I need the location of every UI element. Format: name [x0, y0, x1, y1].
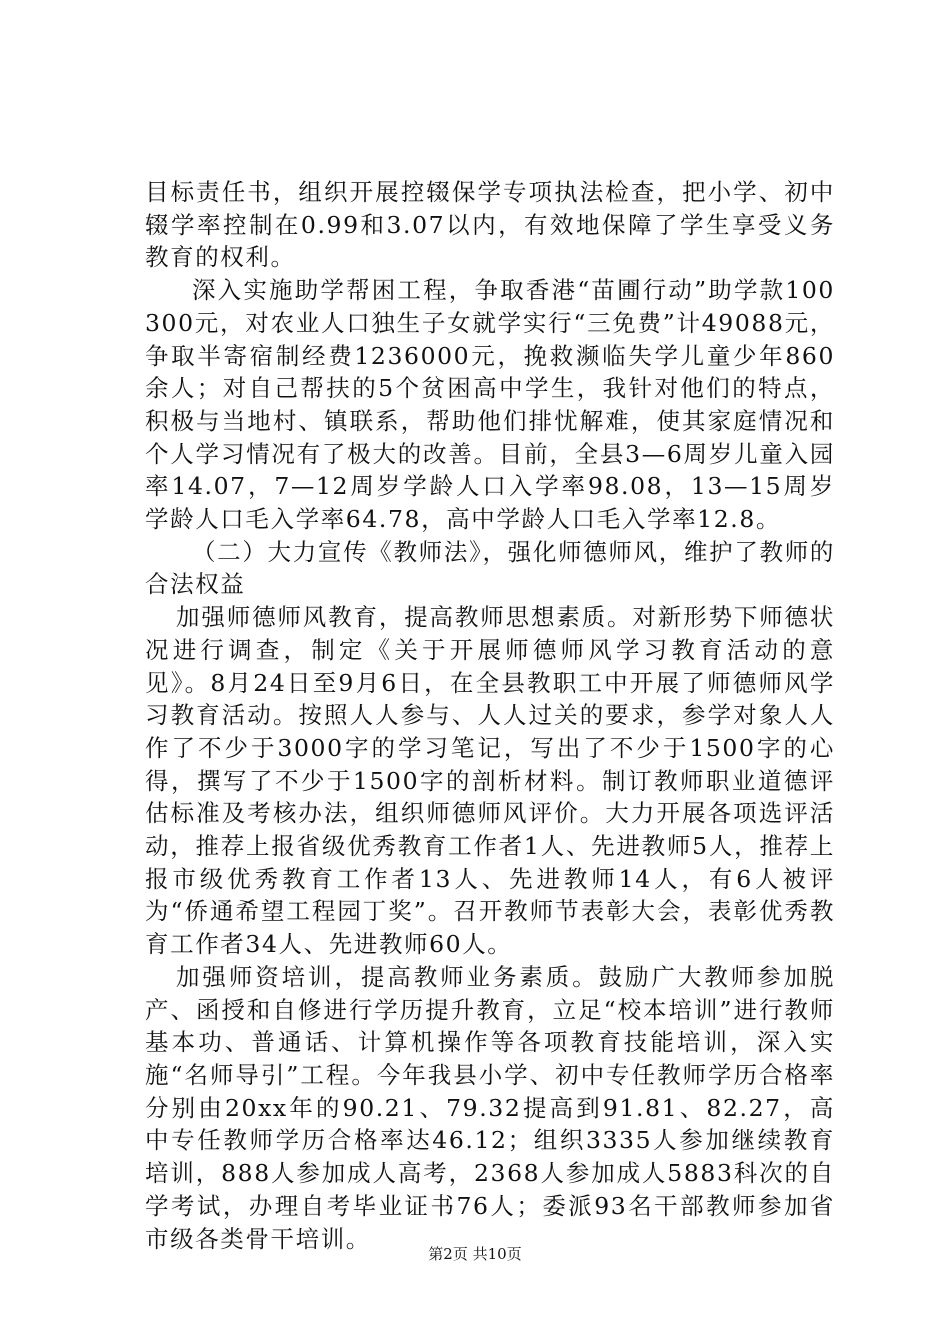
- section-heading-2: （二）大力宣传《教师法》，强化师德师风，维护了教师的合法权益: [145, 537, 835, 599]
- page-number-footer: 第2页 共10页: [428, 1245, 522, 1263]
- paragraph-1: 目标责任书，组织开展控辍保学专项执法检查，把小学、初中辍学率控制在0.99和3.07以内，有效地保障了学生享受义务教育的权利。: [145, 178, 835, 272]
- document-body: [145, 176, 835, 1255]
- paragraph-3: 加强师德师风教育，提高教师思想素质。对新形势下师德状况进行调查，制定《关于开展师德师风学习教育活动的意见》。8月24日至9月6日，在全县教职工中开展了师德师风学习教育活动。按照人人参与、人人过关的要求，参学对象人人作了不少于3000字的学习笔记，写出了不少于1500字的心得，撰写了不少于1500字的剖析材料。制订教师职业道德评估标准及考核办法，组织师德师风评价。大力开展各项选评活动，推荐上报省级优秀教育工作者1人、先进教师5人，推荐上报市级优秀教育工作者13人、先进教师14人，有6人被评为“侨通希望工程园丁奖”。召开教师节表彰大会，表彰优秀教育工作者34人、先进教师60人。: [145, 603, 835, 959]
- paragraph-4: 加强师资培训，提高教师业务素质。鼓励广大教师参加脱产、函授和自修进行学历提升教育，立足“校本培训”进行教师基本功、普通话、计算机操作等各项教育技能培训，深入实施“名师导引”工程。今年我县小学、初中专任教师学历合格率分别由20xx年的90.21、79.32提高到91.81、82.27，高中专任教师学历合格率达46.12；组织3335人参加继续教育培训，888人参加成人高考，2368人参加成人5883科次的自学考试，办理自考毕业证书76人；委派93名干部教师参加省市级各类骨干培训。: [145, 962, 835, 1253]
- paragraph-2: 深入实施助学帮困工程，争取香港“苗圃行动”助学款100300元，对农业人口独生子女就学实行“三免费”计49088元，争取半寄宿制经费1236000元，挽救濒临失学儿童少年860余人；对自己帮扶的5个贫困高中学生，我针对他们的特点，积极与当地村、镇联系，帮助他们排忧解难，使其家庭情况和个人学习情况有了极大的改善。目前，全县3—6周岁儿童入园率14.07，7—12周岁学龄人口入学率98.08，13—15周岁学龄人口毛入学率64.78，高中学龄人口毛入学率12.8。: [145, 276, 835, 534]
